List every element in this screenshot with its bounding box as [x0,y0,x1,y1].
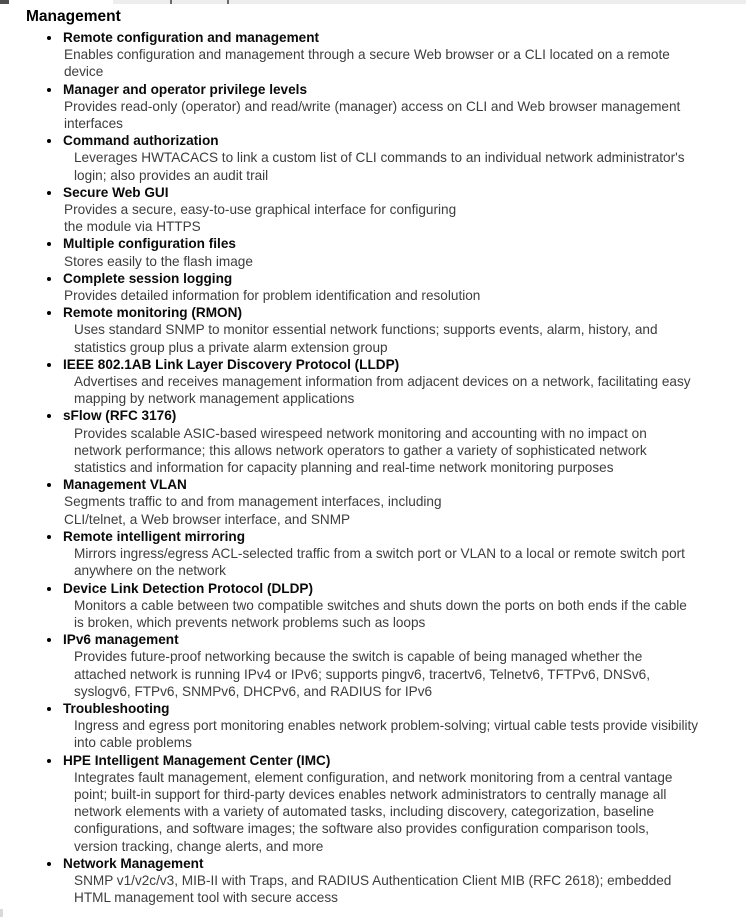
description-line: HTML management tool with secure access [74,890,338,906]
feature-title: Troubleshooting [63,700,170,716]
feature-description [74,597,746,631]
feature-title: IEEE 802.1AB Link Layer Discovery Protocol (LLDP) [63,356,400,372]
description-line: login; also provides an audit trail [74,167,269,183]
description-line: Provides detailed information for problem identification and resolution [64,288,481,304]
description-line: Segments traffic to and from management interfaces, including [64,494,442,510]
description-line: Uses standard SNMP to monitor essential network functions; supports events, alarm, history, and [74,322,658,338]
description-line: Advertises and receives management information from adjacent devices on a network, facilitating easy [74,374,691,390]
feature-title: Secure Web GUI [63,184,169,200]
bullet-icon [47,311,51,315]
feature-description [74,872,746,906]
bullet-icon [47,242,51,246]
feature-description [64,46,746,80]
feature-item [0,29,746,81]
feature-description [74,149,746,183]
feature-title: IPv6 management [63,632,179,648]
feature-title: Complete session logging [63,270,233,286]
feature-title: sFlow (RFC 3176) [63,408,177,424]
description-line: Leverages HWTACACS to link a custom list of CLI commands to an individual network administrator's [74,150,685,166]
description-line: point; built-in support for third-party devices enables network administrators to centrally manage all [74,786,667,802]
feature-item [0,81,746,133]
fragment-text-speck [227,0,229,4]
fragment-gray-band [113,0,746,4]
feature-list [0,29,746,906]
bullet-icon [47,587,51,591]
bullet-icon [47,535,51,539]
description-line: Provides future-proof networking because the switch is capable of being managed whether the [74,649,643,665]
description-line: Mirrors ingress/egress ACL-selected traffic from a switch port or VLAN to a local or remote switch port [74,546,685,562]
description-line: version tracking, change alerts, and more [74,838,324,854]
description-line: attached network is running IPv4 or IPv6; supports pingv6, tracertv6, Telnetv6, TFTPv6, DNSv6, [74,666,650,682]
description-line: Enables configuration and management through a secure Web browser or a CLI located on a remote [64,47,670,63]
feature-description [64,287,746,304]
feature-item [0,407,746,476]
feature-item [0,528,746,580]
bullet-icon [47,363,51,367]
bullet-icon [47,191,51,195]
bullet-icon [47,638,51,642]
description-line: Monitors a cable between two compatible switches and shuts down the ports on both ends if the cable [74,597,687,613]
feature-description [64,201,746,235]
bullet-icon [47,88,51,92]
feature-item [0,580,746,632]
page-edge-mark [0,909,3,917]
description-line: CLI/telnet, a Web browser interface, and SNMP [64,511,351,527]
feature-title: Command authorization [63,133,219,149]
description-line: syslogv6, FTPv6, SNMPv6, DHCPv6, and RADIUS for IPv6 [74,683,433,699]
feature-description [64,98,746,132]
feature-item [0,855,746,907]
feature-title: Remote monitoring (RMON) [63,305,242,321]
feature-item [0,235,746,269]
feature-item [0,631,746,700]
feature-title: Device Link Detection Protocol (DLDP) [63,580,314,596]
bullet-icon [47,139,51,143]
feature-description [74,717,746,751]
feature-title: Multiple configuration files [63,236,236,252]
feature-description [74,321,746,355]
feature-description [64,253,746,270]
feature-description [74,425,746,477]
description-line: device [64,64,104,80]
description-line: network performance; this allows network operators to gather a variety of sophisticated network [74,442,647,458]
feature-title: Manager and operator privilege levels [63,81,308,97]
feature-title: Remote configuration and management [63,30,320,45]
bullet-icon [47,277,51,281]
bullet-icon [47,759,51,763]
feature-item [0,356,746,408]
description-line: mapping by network management applications [74,391,355,407]
description-line: Ingress and egress port monitoring enables network problem-solving; virtual cable tests provide visibility [74,718,699,734]
feature-item [0,270,746,304]
description-line: statistics group plus a private alarm extension group [74,339,388,355]
bullet-icon [47,862,51,866]
bullet-icon [47,483,51,487]
bullet-icon [47,707,51,711]
feature-title: Network Management [63,855,204,871]
description-line: SNMP v1/v2c/v3, MIB-II with Traps, and RADIUS Authentication Client MIB (RFC 2618); embedded [74,872,672,888]
feature-item [0,304,746,356]
fragment-dark-block [0,0,9,4]
description-line: Integrates fault management, element configuration, and network monitoring from a central vantage [74,769,673,785]
cropped-previous-row-fragment [0,0,746,4]
description-line: Provides read-only (operator) and read/write (manager) access on CLI and Web browser management [64,98,681,114]
feature-description [74,545,746,579]
description-line: anywhere on the network [74,563,226,579]
feature-title: Remote intelligent mirroring [63,528,246,544]
description-line: Stores easily to the flash image [64,253,253,269]
feature-title: Management VLAN [63,477,187,493]
feature-description [74,648,746,700]
feature-item [0,184,746,236]
feature-title: HPE Intelligent Management Center (IMC) [63,752,331,768]
description-line: the module via HTTPS [64,219,201,235]
bullet-icon [47,414,51,418]
feature-description [74,373,746,407]
description-line: statistics and information for capacity planning and real-time network monitoring purposes [74,460,614,476]
feature-item [0,476,746,528]
description-line: into cable problems [74,735,192,751]
feature-item [0,132,746,184]
fragment-text-speck [170,0,172,4]
description-line: is broken, which prevents network problems such as loops [74,614,426,630]
bullet-icon [47,36,51,40]
description-line: configurations, and software images; the software also provides configuration comparison tools, [74,821,650,837]
feature-item [0,752,746,855]
description-line: Provides scalable ASIC-based wirespeed network monitoring and accounting with no impact on [74,425,647,441]
feature-description [74,769,746,855]
description-line: Provides a secure, easy-to-use graphical interface for configuring [64,202,457,218]
description-line: interfaces [64,116,123,132]
description-line: network elements with a variety of automated tasks, including discovery, categorization, baseline [74,804,655,820]
feature-item [0,700,746,752]
feature-description [64,493,746,527]
section-heading: Management [26,8,121,25]
